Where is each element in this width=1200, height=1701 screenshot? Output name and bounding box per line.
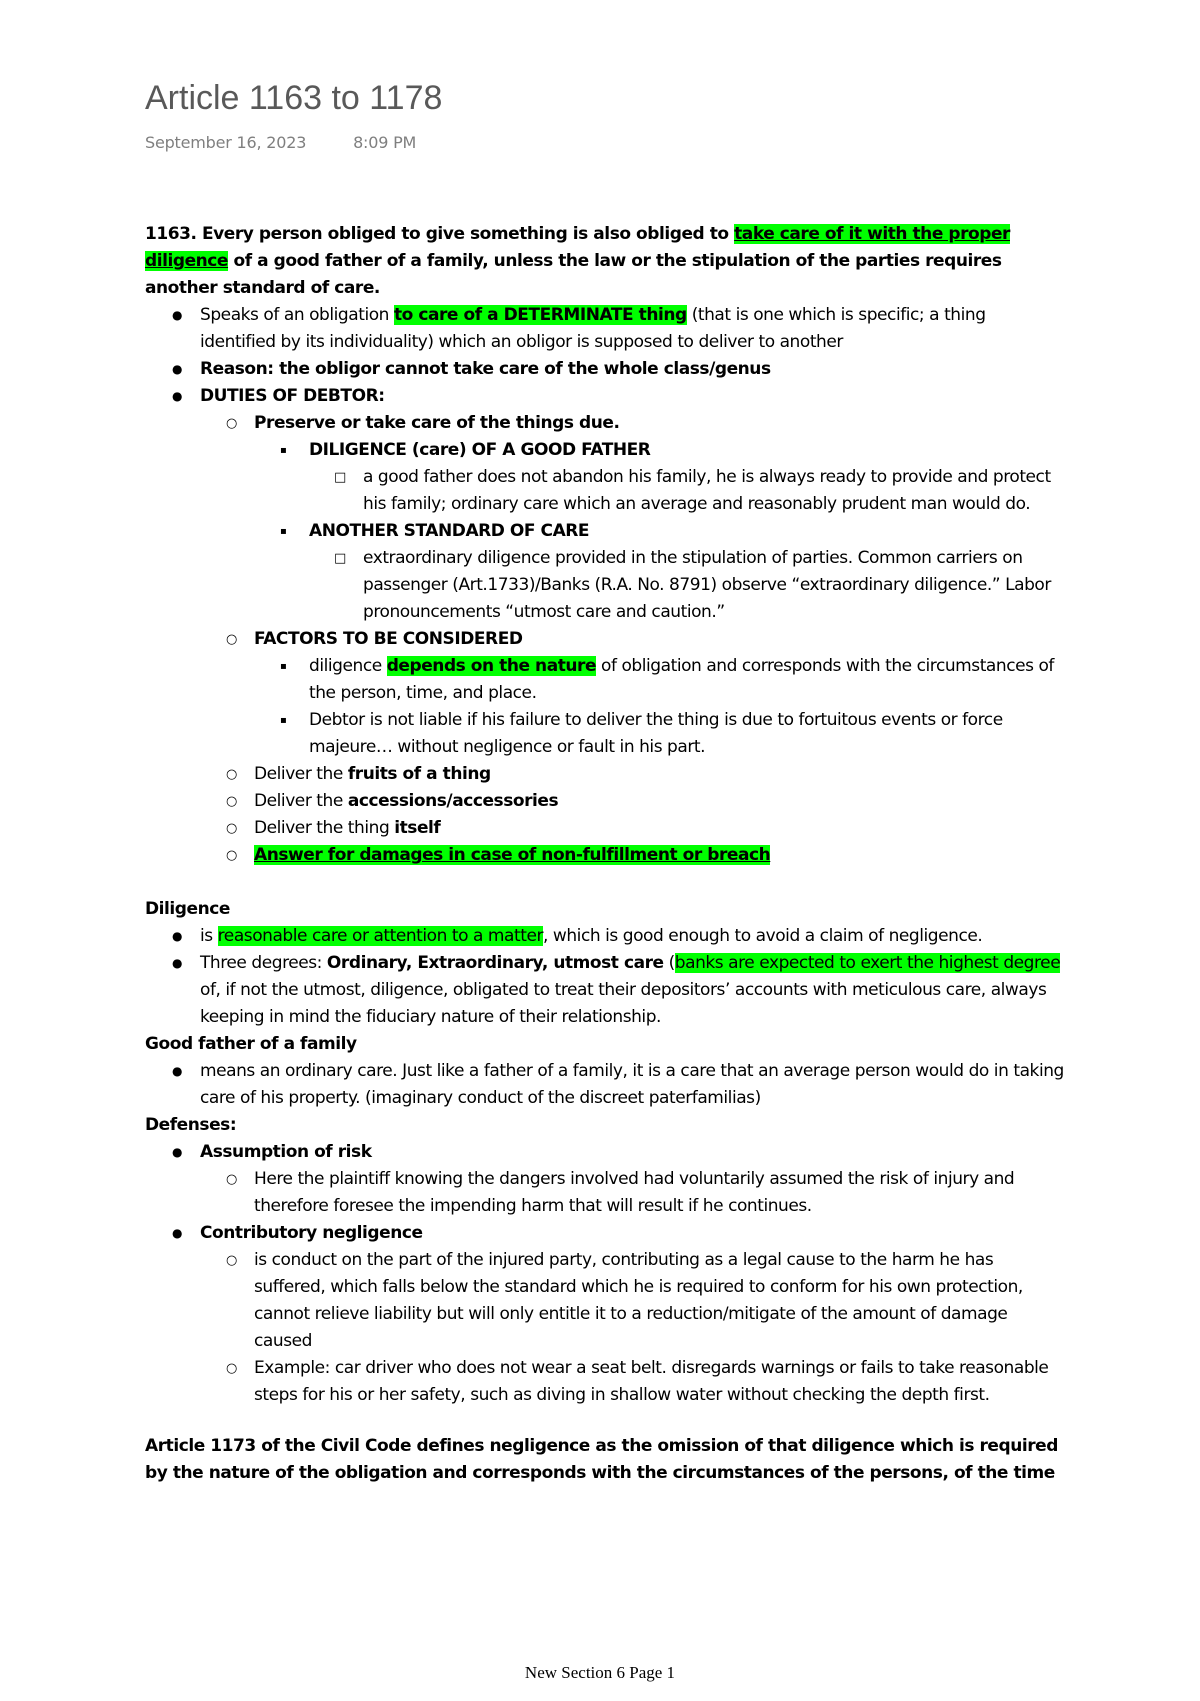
bullet-circle-icon: ○ — [226, 848, 237, 863]
bullet-circle-icon: ○ — [226, 794, 237, 809]
text-run: ( — [663, 953, 675, 973]
text-run: Deliver the — [254, 764, 348, 784]
bullet-circle-icon: ○ — [226, 1253, 237, 1268]
page-date: September 16, 2023 — [145, 133, 307, 152]
section-heading-defenses: Defenses: — [145, 1115, 237, 1135]
text-run: Preserve or take care of the things due. — [254, 413, 620, 433]
list-item — [145, 1166, 1065, 1220]
list-item — [145, 1220, 1065, 1247]
bullet-disc-icon: ● — [172, 389, 183, 403]
bullet-disc-icon: ● — [172, 1226, 183, 1240]
spacer — [145, 869, 1065, 896]
list-item — [145, 356, 1065, 383]
list-item — [145, 410, 1065, 437]
bullet-disc-icon: ● — [172, 362, 183, 376]
text-run: (that is one which is specific; a thing identified by its individuality) which an obligor is supposed to deliver to another — [200, 305, 986, 352]
bullet-square-icon: ▪ — [280, 526, 287, 537]
text-run: of a good father of a family, unless the law or the stipulation of the parties requires another standard of care. — [145, 251, 1002, 298]
text-run: DUTIES OF DEBTOR: — [200, 386, 385, 406]
list-item — [145, 788, 1065, 815]
bullet-circle-icon: ○ — [226, 767, 237, 782]
article-1173-text: Article 1173 of the Civil Code defines negligence as the omission of that diligence which is required by the nature of the obligation and corresponds with the circumstances of the persons, of the time — [145, 1436, 1058, 1483]
note-content — [145, 221, 1065, 1487]
text-run: ANOTHER STANDARD OF CARE — [309, 521, 590, 541]
bullet-disc-icon: ● — [172, 1064, 183, 1078]
text-run: accessions/accessories — [347, 791, 559, 811]
highlight: take care of it with the proper diligence — [145, 224, 1010, 271]
list-item — [145, 545, 1065, 626]
text-run: Deliver the thing — [254, 818, 395, 838]
page-title: Article 1163 to 1178 — [145, 79, 443, 117]
highlight: banks are expected to exert the highest degree — [674, 953, 1061, 973]
text-run: diligence — [309, 656, 387, 676]
list-item — [145, 1247, 1065, 1355]
text-run: Contributory negligence — [200, 1223, 423, 1243]
section-heading-good-father: Good father of a family — [145, 1034, 357, 1054]
bullet-square-icon: ▪ — [280, 445, 287, 456]
list-item — [145, 653, 1065, 707]
list-item — [145, 464, 1065, 518]
section-heading-diligence: Diligence — [145, 899, 230, 919]
text-run: Speaks of an obligation — [200, 305, 394, 325]
list-item — [145, 815, 1065, 842]
text-run: means an ordinary care. Just like a father of a family, it is a care that an average person would do in taking care of his property. (imaginary conduct of the discreet paterfamilias) — [200, 1061, 1064, 1108]
highlight: reasonable care or attention to a matter — [217, 926, 543, 946]
bullet-disc-icon: ● — [172, 929, 183, 943]
list-item — [145, 437, 1065, 464]
list-item — [145, 302, 1065, 356]
text-run: itself — [394, 818, 441, 838]
text-run: of, if not the utmost, diligence, obligated to treat their depositors’ accounts with meticulous care, always keeping in mind the fiduciary nature of their relationship. — [200, 980, 1047, 1027]
text-run: FACTORS TO BE CONSIDERED — [254, 629, 523, 649]
list-item — [145, 707, 1065, 761]
text-run: Ordinary, Extraordinary, utmost care — [326, 953, 664, 973]
list-item — [145, 761, 1065, 788]
text-run: is — [200, 926, 218, 946]
bullet-circle-icon: ○ — [226, 1361, 237, 1376]
text-run: , which is good enough to avoid a claim of negligence. — [543, 926, 983, 946]
bullet-square-icon: ▪ — [280, 715, 287, 726]
list-item — [145, 1355, 1065, 1409]
list-item — [145, 626, 1065, 653]
text-run: Here the plaintiff knowing the dangers involved had voluntarily assumed the risk of injury and therefore foresee the impending harm that will result if he continues. — [254, 1169, 1015, 1216]
text-run: DILIGENCE (care) OF A GOOD FATHER — [309, 440, 651, 460]
text-run: a good father does not abandon his family, he is always ready to provide and protect his family; ordinary care which an average and reasonably prudent man would do. — [363, 467, 1051, 514]
bullet-circle-icon: ○ — [226, 416, 237, 431]
text-run: is conduct on the part of the injured party, contributing as a legal cause to the harm he has suffered, which falls below the standard which he is required to conform for his own protection, cannot relieve liability but will only entitle it to a reduction/mitigate of the amount of damage caused — [254, 1250, 1023, 1351]
list-item — [145, 518, 1065, 545]
text-run: Assumption of risk — [200, 1142, 372, 1162]
page-meta — [145, 133, 416, 152]
bullet-box-icon: □ — [334, 551, 346, 566]
bullet-circle-icon: ○ — [226, 1172, 237, 1187]
bullet-disc-icon: ● — [172, 956, 183, 970]
text-run: fruits of a thing — [347, 764, 491, 784]
text-run: Example: car driver who does not wear a seat belt. disregards warnings or fails to take reasonable steps for his or her safety, such as diving in shallow water without checking the depth first. — [254, 1358, 1049, 1405]
text-run: Deliver the — [254, 791, 348, 811]
highlight: depends on the nature — [386, 656, 597, 676]
text-run: extraordinary diligence provided in the stipulation of parties. Common carriers on passenger (Art.1733)/Banks (R.A. No. 8791) observe “extraordinary diligence.” Labor pronouncements “utmost care and caution.” — [363, 548, 1051, 622]
page-footer: New Section 6 Page 1 — [524, 1663, 676, 1682]
page-time: 8:09 PM — [353, 133, 417, 152]
text-run: Debtor is not liable if his failure to deliver the thing is due to fortuitous events or force majeure… without negligence or fault in his part. — [309, 710, 1003, 757]
text-run: Reason: the obligor cannot take care of the whole class/genus — [200, 359, 771, 379]
highlight: Answer for damages in case of non-fulfillment or breach — [254, 845, 771, 865]
text-run: 1163. Every person obliged to give something is also obliged to — [145, 224, 735, 244]
highlight: to care of a DETERMINATE thing — [393, 305, 687, 325]
bullet-disc-icon: ● — [172, 308, 183, 322]
list-item — [145, 923, 1065, 950]
bullet-disc-icon: ● — [172, 1145, 183, 1159]
text-run: Three degrees: — [200, 953, 327, 973]
list-item — [145, 842, 1065, 869]
article-1163-text — [145, 221, 1065, 302]
list-item — [145, 1058, 1065, 1112]
list-item — [145, 950, 1065, 1031]
list-item — [145, 383, 1065, 410]
text-run: of obligation and corresponds with the circumstances of the person, time, and place. — [309, 656, 1054, 703]
bullet-square-icon: ▪ — [280, 661, 287, 672]
bullet-box-icon: □ — [334, 470, 346, 485]
list-item — [145, 1139, 1065, 1166]
bullet-circle-icon: ○ — [226, 632, 237, 647]
bullet-circle-icon: ○ — [226, 821, 237, 836]
spacer — [145, 1409, 1065, 1433]
